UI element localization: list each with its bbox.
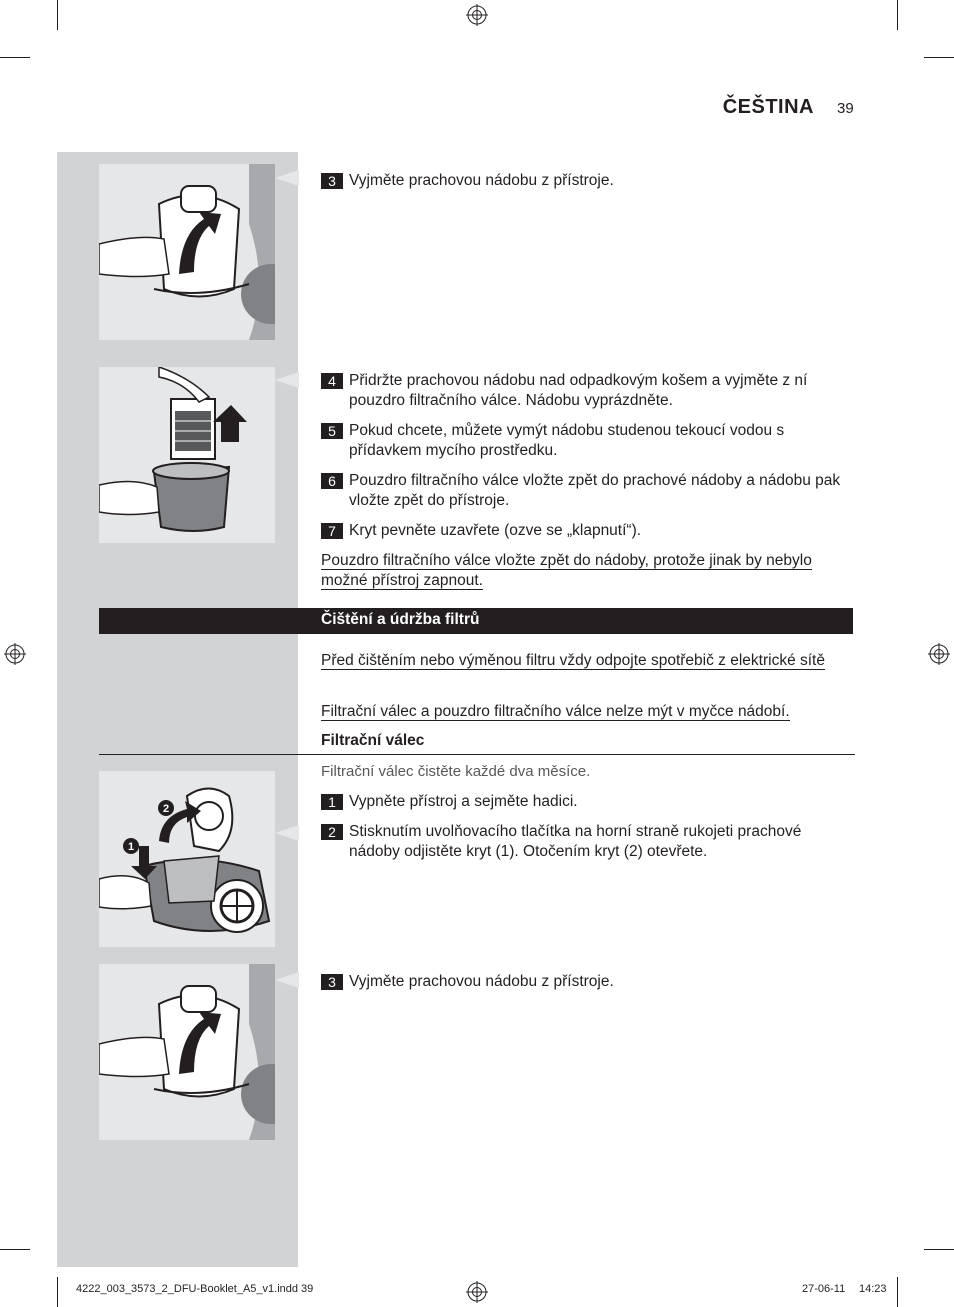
crop-mark [57,0,58,30]
registration-mark-icon [466,4,488,26]
footer-time: 14:23 [859,1283,887,1295]
section-title: Čištění a údržba filtrů [321,611,480,628]
divider [99,754,855,755]
caution-note-dishwasher: Filtrační válec a pouzdro filtračního válce nelze mýt v myčce nádobí. [321,703,790,720]
callout-pointer [275,170,299,186]
illustration-empty-container [99,367,275,543]
illustration-open-cover [99,771,275,947]
registration-mark-icon [4,643,26,665]
illustration-remove-container-2 [99,964,275,1140]
caution-note-unplug: Před čištěním nebo výměnou filtru vždy odpojte spotřebič z elektrické sítě [321,652,825,669]
callout-number-2: 2 [162,803,170,815]
callout-number-1: 1 [127,841,135,853]
crop-mark [897,0,898,30]
step-4-empty-container: 4 Přidržte prachovou nádobu nad odpadkovým košem a vyjměte z ní pouzdro filtračního válce. Nádobu vyprázdněte. [321,371,853,411]
step-3-remove-container: 3 Vyjměte prachovou nádobu z přístroje. [321,171,853,191]
intro-text: Filtrační válec čistěte každé dva měsíce. [321,763,591,780]
step-7-close-cover: 7 Kryt pevněte uzavřete (ozve se „klapnutí“). [321,521,853,541]
crop-mark [924,57,954,58]
callout-pointer [275,825,299,841]
step-1-switch-off: 1 Vypněte přístroj a sejměte hadici. [321,792,853,812]
page-number: 39 [837,100,854,117]
step-3-remove-container-2: 3 Vyjměte prachovou nádobu z přístroje. [321,972,853,992]
warning-note: Pouzdro filtračního válce vložte zpět do nádoby, protože jinak by nebylo možné přístroj zapnout. [321,552,812,589]
language-heading: ČEŠTINA [722,96,814,118]
crop-mark [0,1249,30,1250]
crop-mark [897,1277,898,1307]
callout-pointer [275,972,299,988]
callout-pointer [275,372,299,388]
registration-mark-icon [466,1281,488,1303]
subheading-filter-cylinder: Filtrační válec [321,732,425,749]
registration-mark-icon [928,643,950,665]
crop-mark [924,1249,954,1250]
illustration-remove-container [99,164,275,340]
crop-mark [0,57,30,58]
step-5-wash-container: 5 Pokud chcete, můžete vymýt nádobu studenou tekoucí vodou s přídavkem mycího prostředku. [321,421,853,461]
step-2-open-cover: 2 Stisknutím uvolňovacího tlačítka na horní straně rukojeti prachové nádoby odjistěte kryt (1). Otočením kryt (2) otevřete. [321,822,853,862]
step-6-reinsert-filter: 6 Pouzdro filtračního válce vložte zpět do prachové nádoby a nádobu pak vložte zpět do přístroje. [321,471,853,511]
footer-filename: 4222_003_3573_2_DFU-Booklet_A5_v1.indd 39 [76,1283,314,1295]
crop-mark [57,1277,58,1307]
footer-date: 27-06-11 [802,1283,846,1295]
